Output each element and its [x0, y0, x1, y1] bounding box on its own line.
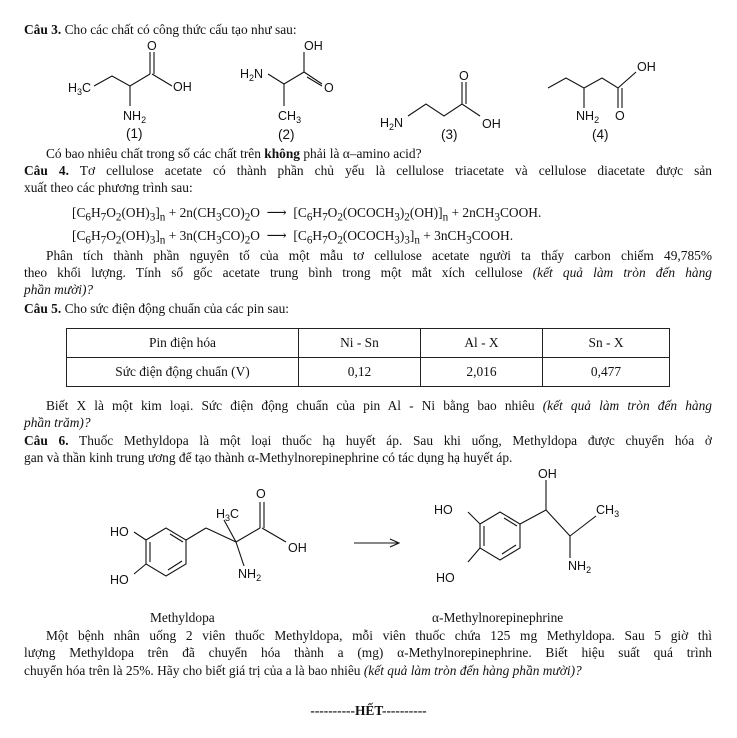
q6-line1-text: Thuốc Methyldopa là một loại thuốc hạ huyết áp. Sau khi uống, Methyldopa được chuyển hóa ở: [68, 433, 712, 448]
table-cell: 0,477: [543, 358, 670, 387]
atom-ch3: $CH_3$: [278, 109, 302, 125]
q6-label: Câu 6.: [24, 433, 69, 448]
structure-number-1: (1): [126, 126, 143, 141]
q6-para-line3-italic: (kết quả làm tròn đến hàng phần mười)?: [360, 663, 582, 678]
table-row: [67, 329, 670, 358]
atom-oh: OH: [538, 467, 557, 481]
structure-number-3: (3): [441, 127, 458, 142]
structure-2: [238, 36, 348, 136]
q4-equation-2: $[C_6H_7O_2(OH)_3]_n + 3n(CH_3CO)_2O$ ⟶ $[C_6H_7O_2(OCOCH_3)_3]_n$ + 3nCH$_3$COOH.: [72, 228, 514, 247]
structure-number-4: (4): [592, 127, 609, 142]
q4-para-line2-italic: (kết quả làm tròn đến hàng: [522, 265, 712, 280]
atom-nh2: $NH_2$: [576, 109, 600, 125]
end-marker: [0, 703, 737, 720]
q5-followup-line1: [46, 398, 712, 415]
q3-label: Câu 3.: [24, 22, 62, 37]
q3-question-pre: Có bao nhiêu chất trong số các chất trên: [46, 146, 265, 161]
table-header-cell: Sn - X: [543, 329, 670, 358]
end-marker-text: ----------HẾT----------: [310, 703, 427, 718]
methyldopa-structure: [100, 478, 340, 618]
atom-nh2: $NH_2$: [123, 109, 147, 125]
atom-nh2: $NH_2$: [238, 567, 262, 583]
q3-question: [46, 146, 422, 163]
q6-line2: gan và thần kinh trung ương để tạo thành α-Methylnorepinephrine có tác dụng hạ huyết áp.: [24, 450, 513, 465]
atom-h3c: $H_3C$: [216, 507, 240, 523]
emf-table: [66, 328, 670, 387]
q3-question-bold: không: [264, 146, 300, 161]
atom-oh: OH: [482, 117, 501, 131]
table-header-cell: Al - X: [421, 329, 543, 358]
atom-o: O: [324, 81, 334, 95]
q5-text: Cho sức điện động chuẩn của các pin sau:: [61, 301, 289, 316]
q4-equation-1: $[C_6H_7O_2(OH)_3]_n + 2n(CH_3CO)_2O$ ⟶ $[C_6H_7O_2(OCOCH_3)_2(OH)]_n$ + 2nCH$_3$COOH.: [72, 205, 542, 224]
q3-question-post: phải là α–amino acid?: [300, 146, 422, 161]
q4-line2: xuất theo các phương trình sau:: [24, 180, 193, 195]
table-cell: 0,12: [299, 358, 421, 387]
q6-line1: [24, 433, 712, 450]
q6-para-line2: lượng Methyldopa trên đã chuyển hóa thành a (mg) α-Methylnorepinephrine. Biết hiệu suất quá trình: [24, 645, 712, 660]
q5-label: Câu 5.: [24, 301, 62, 316]
structure-4: [542, 54, 672, 134]
q5-followup-line2-italic: phần trăm)?: [24, 415, 91, 430]
atom-o: O: [615, 109, 625, 123]
atom-h3c: $H_3C$: [68, 81, 92, 97]
q6-para-line3-text: chuyển hóa trên là 25%. Hãy cho biết giá trị của a là bao nhiêu: [24, 663, 361, 678]
q6-para-line1: Một bệnh nhân uống 2 viên thuốc Methyldopa, mỗi viên thuốc chứa 125 mg Methyldopa. Sau 5 giờ thì: [46, 628, 712, 643]
q4-para-line2: [24, 265, 712, 282]
atom-ho: HO: [110, 573, 129, 587]
atom-nh2: $NH_2$: [568, 559, 592, 575]
atom-oh: OH: [637, 60, 656, 74]
atom-oh: OH: [288, 541, 307, 555]
atom-h2n: $H_2N$: [240, 67, 264, 83]
atom-ho: HO: [110, 525, 129, 539]
table-cell: 2,016: [421, 358, 543, 387]
reaction-arrow: [352, 536, 404, 550]
atom-h2n: $H_2N$: [380, 116, 404, 132]
methylnorepinephrine-name: α-Methylnorepinephrine: [432, 610, 564, 625]
atom-ho: HO: [436, 571, 455, 585]
q4-label: Câu 4.: [24, 163, 69, 178]
q4-line1-text: Tơ cellulose acetate có thành phần chủ yếu là cellulose triacetate và cellulose diacetate được sản: [68, 163, 712, 178]
q5-followup-italic: (kết quả làm tròn đến hàng: [534, 398, 713, 413]
atom-ho: HO: [434, 503, 453, 517]
q4-para-line2-text: theo khối lượng. Tính số gốc acetate trung bình trong một mắt xích cellulose: [24, 265, 523, 280]
q3-text: Cho các chất có công thức cấu tạo như sau:: [61, 22, 297, 37]
structure-3: [378, 64, 528, 134]
structure-1: [60, 38, 210, 138]
q4-para-line3: [24, 282, 93, 299]
structure-number-2: (2): [278, 127, 295, 142]
table-cell: Sức điện động chuẩn (V): [67, 358, 299, 387]
atom-o: O: [256, 487, 266, 501]
q5-prompt: [24, 301, 289, 318]
q4-para-line3-italic: phần mười)?: [24, 282, 94, 297]
q5-followup-line2: [24, 415, 91, 432]
atom-ch3: $CH_3$: [596, 503, 620, 519]
atom-oh: OH: [173, 80, 192, 94]
atom-o: O: [147, 39, 157, 53]
methyldopa-name: Methyldopa: [150, 610, 215, 625]
methylnorepinephrine-structure: [420, 462, 660, 612]
table-header-cell: Pin điện hóa: [67, 329, 299, 358]
atom-o: O: [459, 69, 469, 83]
q4-line1: [24, 163, 712, 180]
q5-followup-text: Biết X là một kim loại. Sức điện động chuẩn của pin Al - Ni bằng bao nhiêu: [46, 398, 535, 413]
atom-oh: OH: [304, 39, 323, 53]
table-header-cell: Ni - Sn: [299, 329, 421, 358]
q4-para-line1: Phân tích thành phần nguyên tố của một mẫu tơ cellulose acetate người ta thấy carbon chiếm 49,785%: [46, 248, 712, 263]
q6-para-line3: [24, 663, 582, 680]
table-row: [67, 358, 670, 387]
